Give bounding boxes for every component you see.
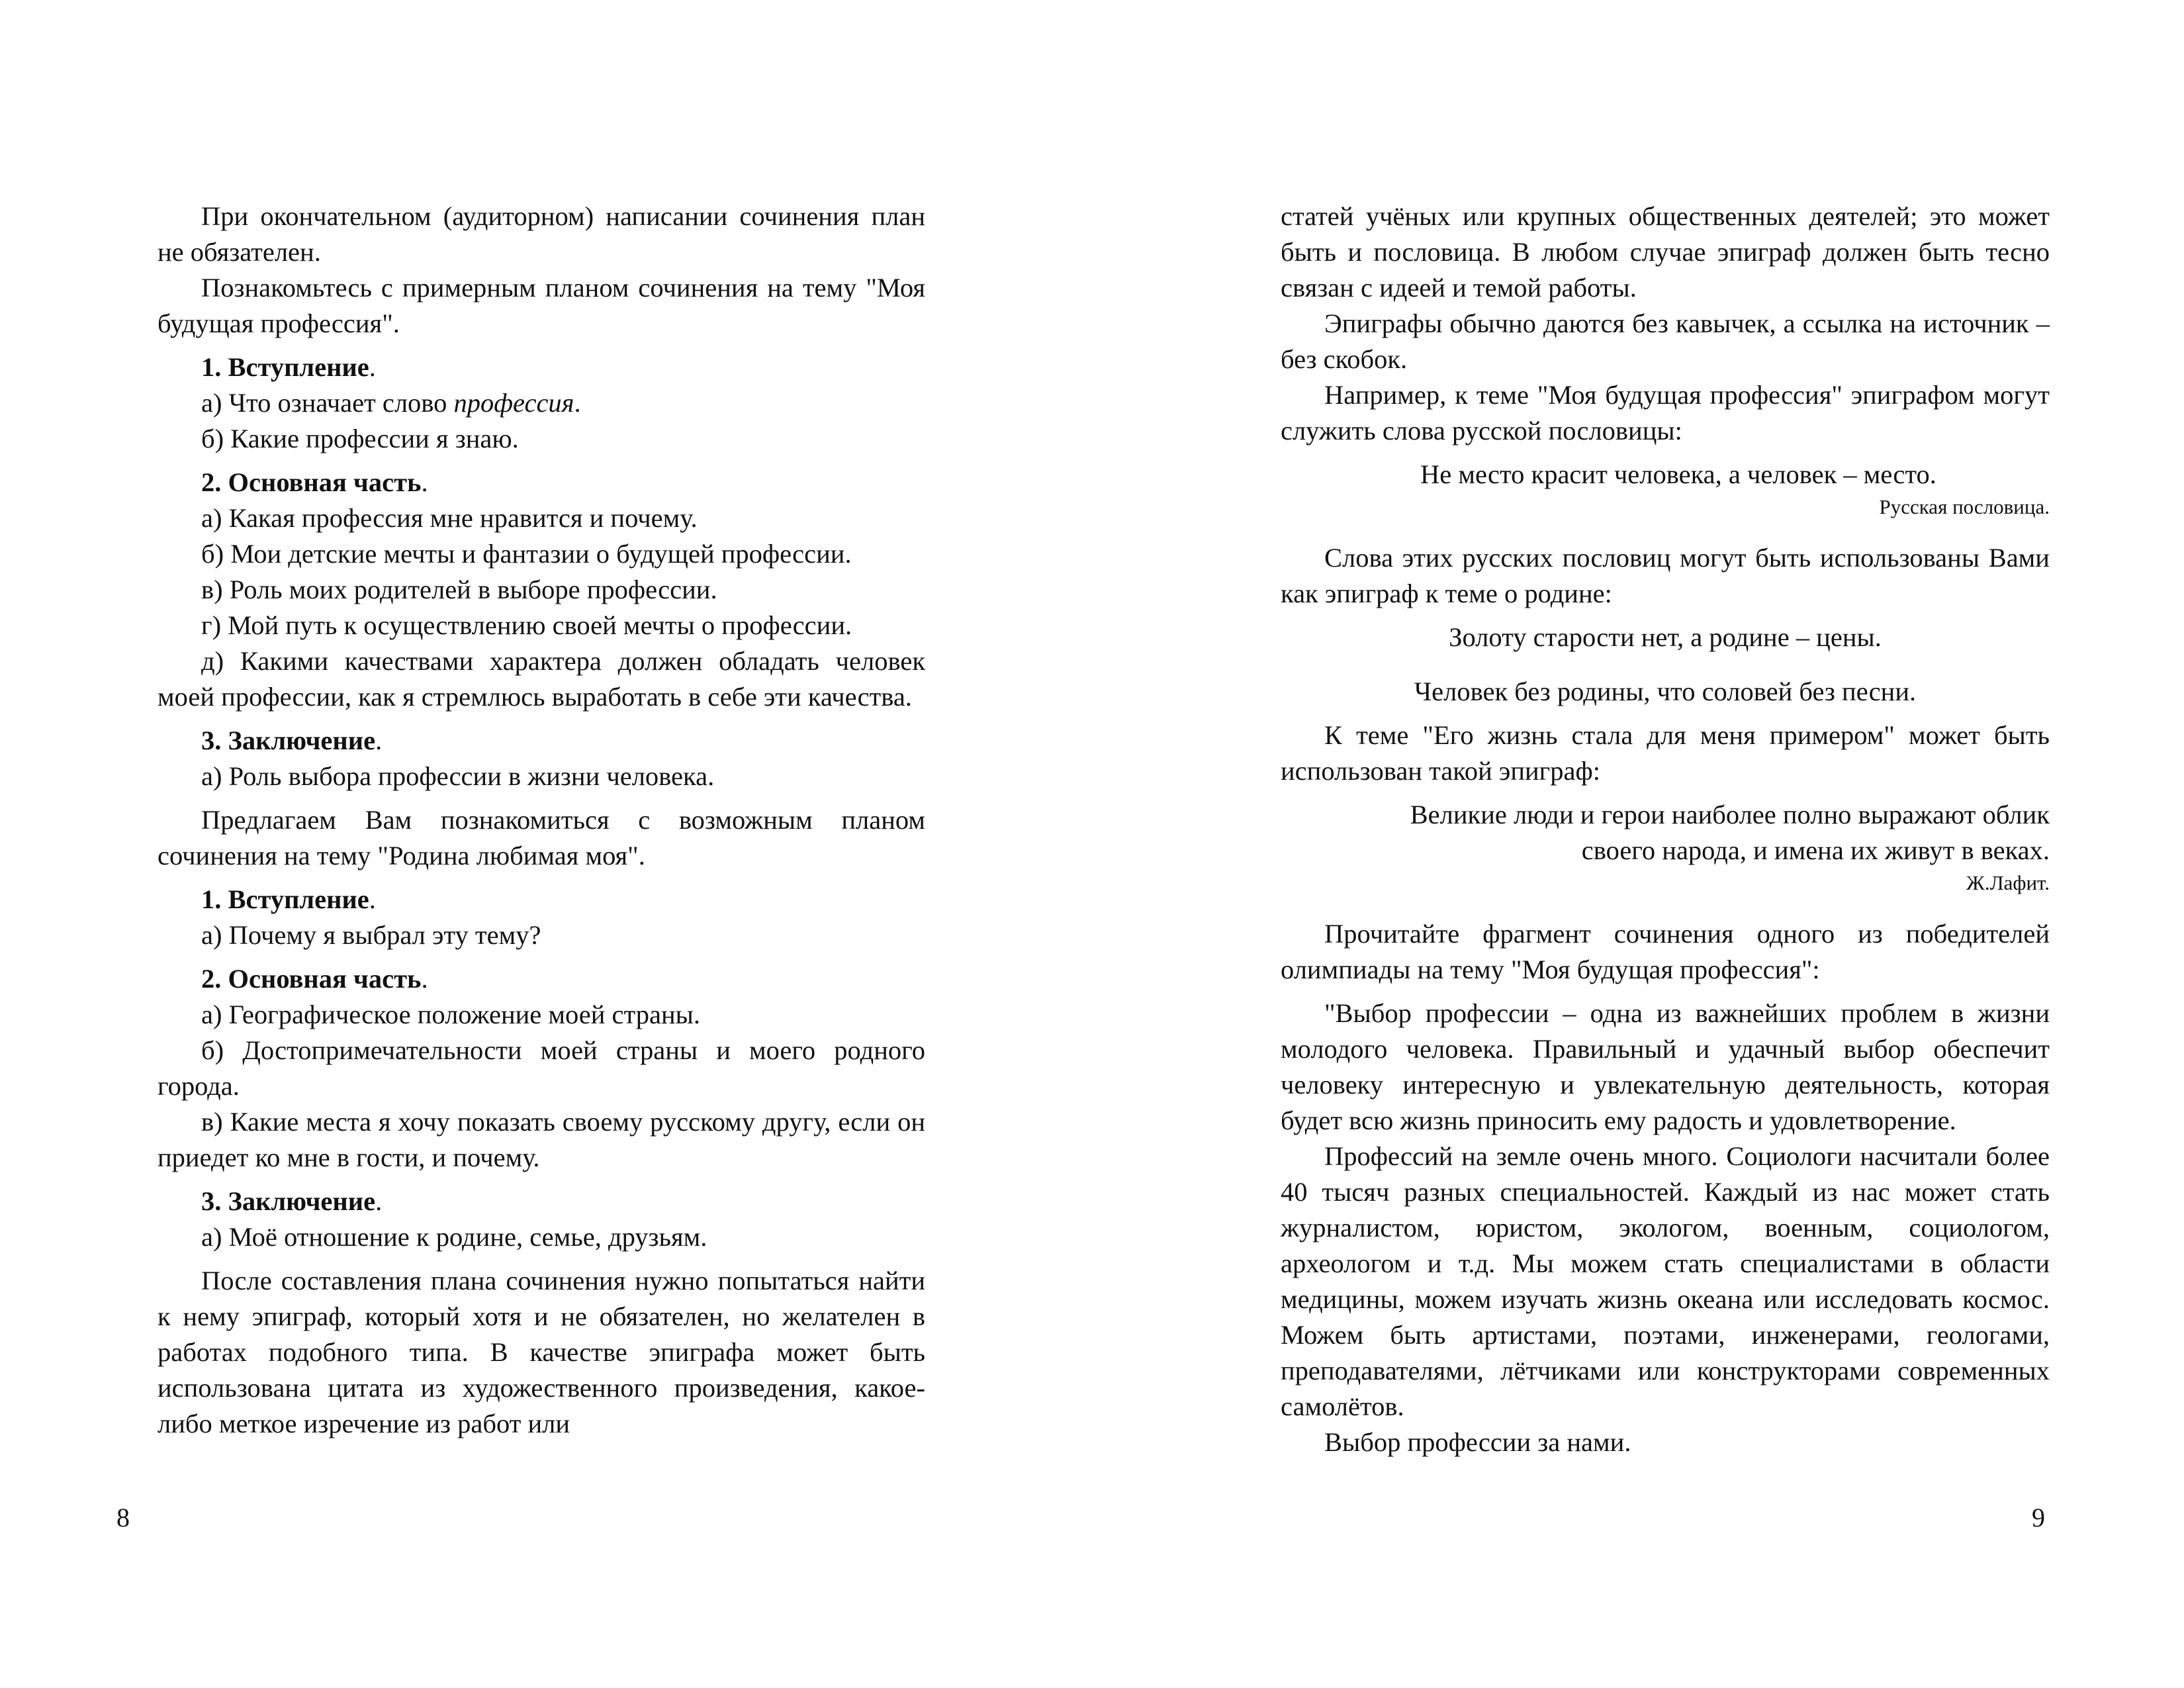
epigraph-quote: Не место красит человека, а человек – место.	[1420, 459, 1936, 489]
epigraph-quote: своего народа, и имена их живут в веках.	[1581, 835, 2050, 865]
paragraph: К теме "Его жизнь стала для меня примером" может быть использован такой эпиграф:	[1281, 720, 2050, 786]
paragraph: статей учёных или крупных общественных деятелей; это может быть и пословица. В любом случае эпиграф должен быть тесно связан с идеей и темой работы.	[1281, 201, 2050, 303]
paragraph: Слова этих русских пословиц могут быть использованы Вами как эпиграф к теме о родине:	[1281, 543, 2050, 608]
paragraph: Выбор профессии за нами.	[1324, 1427, 1631, 1457]
plan-heading: 2. Основная часть.	[201, 964, 428, 994]
epigraph-quote: Великие люди и герои наиболее полно выражают облик	[1410, 800, 2050, 829]
left-page	[158, 199, 925, 1442]
plan-item: г) Мой путь к осуществлению своей мечты о профессии.	[201, 610, 852, 640]
epigraph-source: Ж.Лафит.	[1966, 871, 2050, 894]
paragraph: "Выбор профессии – одна из важнейших проблем в жизни молодого человека. Правильный и удачный выбор обеспечит человеку интересную и увлекательную деятельность, которая будет всю жизнь приносить ему радость и удовлетворение.	[1281, 998, 2050, 1135]
epigraph-source: Русская пословица.	[1879, 495, 2050, 518]
plan-item: в) Какие места я хочу показать своему русскому другу, если он приедет ко мне в гости, и почему.	[158, 1107, 925, 1172]
page-number: 8	[116, 1503, 130, 1532]
plan-heading: 2. Основная часть.	[201, 467, 428, 497]
plan-heading: 1. Вступление.	[201, 884, 376, 914]
epigraph-quote: Человек без родины, что соловей без песни.	[1414, 677, 1917, 706]
paragraph: Предлагаем Вам познакомиться с возможным планом сочинения на тему "Родина любимая моя".	[158, 805, 925, 870]
paragraph: Прочитайте фрагмент сочинения одного из победителей олимпиады на тему "Моя будущая профессия":	[1281, 919, 2050, 984]
paragraph: Познакомьтесь с примерным планом сочинения на тему "Моя будущая профессия".	[158, 273, 925, 338]
paragraph: При окончательном (аудиторном) написании сочинения план не обязателен.	[158, 201, 925, 267]
plan-item: б) Достопримечательности моей страны и моего родного города.	[158, 1035, 925, 1101]
plan-heading: 3. Заключение.	[201, 1186, 383, 1216]
plan-item: в) Роль моих родителей в выборе профессии.	[201, 575, 717, 604]
paragraph: Например, к теме "Моя будущая профессия" эпиграфом могут служить слова русской пословицы:	[1281, 380, 2050, 445]
paragraph: После составления плана сочинения нужно попытаться найти к нему эпиграф, который хотя и не обязателен, но желателен в работах подобного типа. В качестве эпиграфа может быть использована цитата из художественного произведения, какое-либо меткое изречение из работ или	[158, 1266, 925, 1438]
epigraph-quote: Золоту старости нет, а родине – цены.	[1449, 622, 1882, 652]
plan-heading: 1. Вступление.	[201, 352, 376, 382]
italic-word: профессия	[453, 388, 574, 418]
plan-item: а) Роль выбора профессии в жизни человека.	[201, 761, 715, 791]
right-page	[1281, 199, 2050, 1460]
plan-item: б) Какие профессии я знаю.	[201, 424, 519, 453]
paragraph: Эпиграфы обычно даются без кавычек, а ссылка на источник – без скобок.	[1281, 308, 2050, 374]
plan-item: а) Географическое положение моей страны.	[201, 1000, 700, 1029]
plan-item: а) Какая профессия мне нравится и почему.	[201, 503, 698, 533]
plan-heading: 3. Заключение.	[201, 726, 383, 755]
paragraph: Профессий на земле очень много. Социологи насчитали более 40 тысяч разных специальностей. Каждый из нас может стать журналистом, юристом, экологом, военным, социологом, археологом и т.д. Мы можем стать специалистами в области медицины, можем изучать жизнь океана или исследовать космос. Можем быть артистами, поэтами, инженерами, геологами, преподавателями, лётчиками или конструкторами современных самолётов.	[1281, 1141, 2050, 1421]
page-number: 9	[2032, 1503, 2045, 1532]
plan-item: а) Что означает слово профессия.	[201, 388, 581, 418]
plan-item: а) Почему я выбрал эту тему?	[201, 920, 541, 950]
plan-item: д) Какими качествами характера должен обладать человек моей профессии, как я стремлюсь выработать в себе эти качества.	[158, 646, 925, 712]
plan-item: б) Мои детские мечты и фантазии о будущей профессии.	[201, 539, 852, 569]
plan-item: а) Моё отношение к родине, семье, друзьям.	[201, 1222, 707, 1252]
